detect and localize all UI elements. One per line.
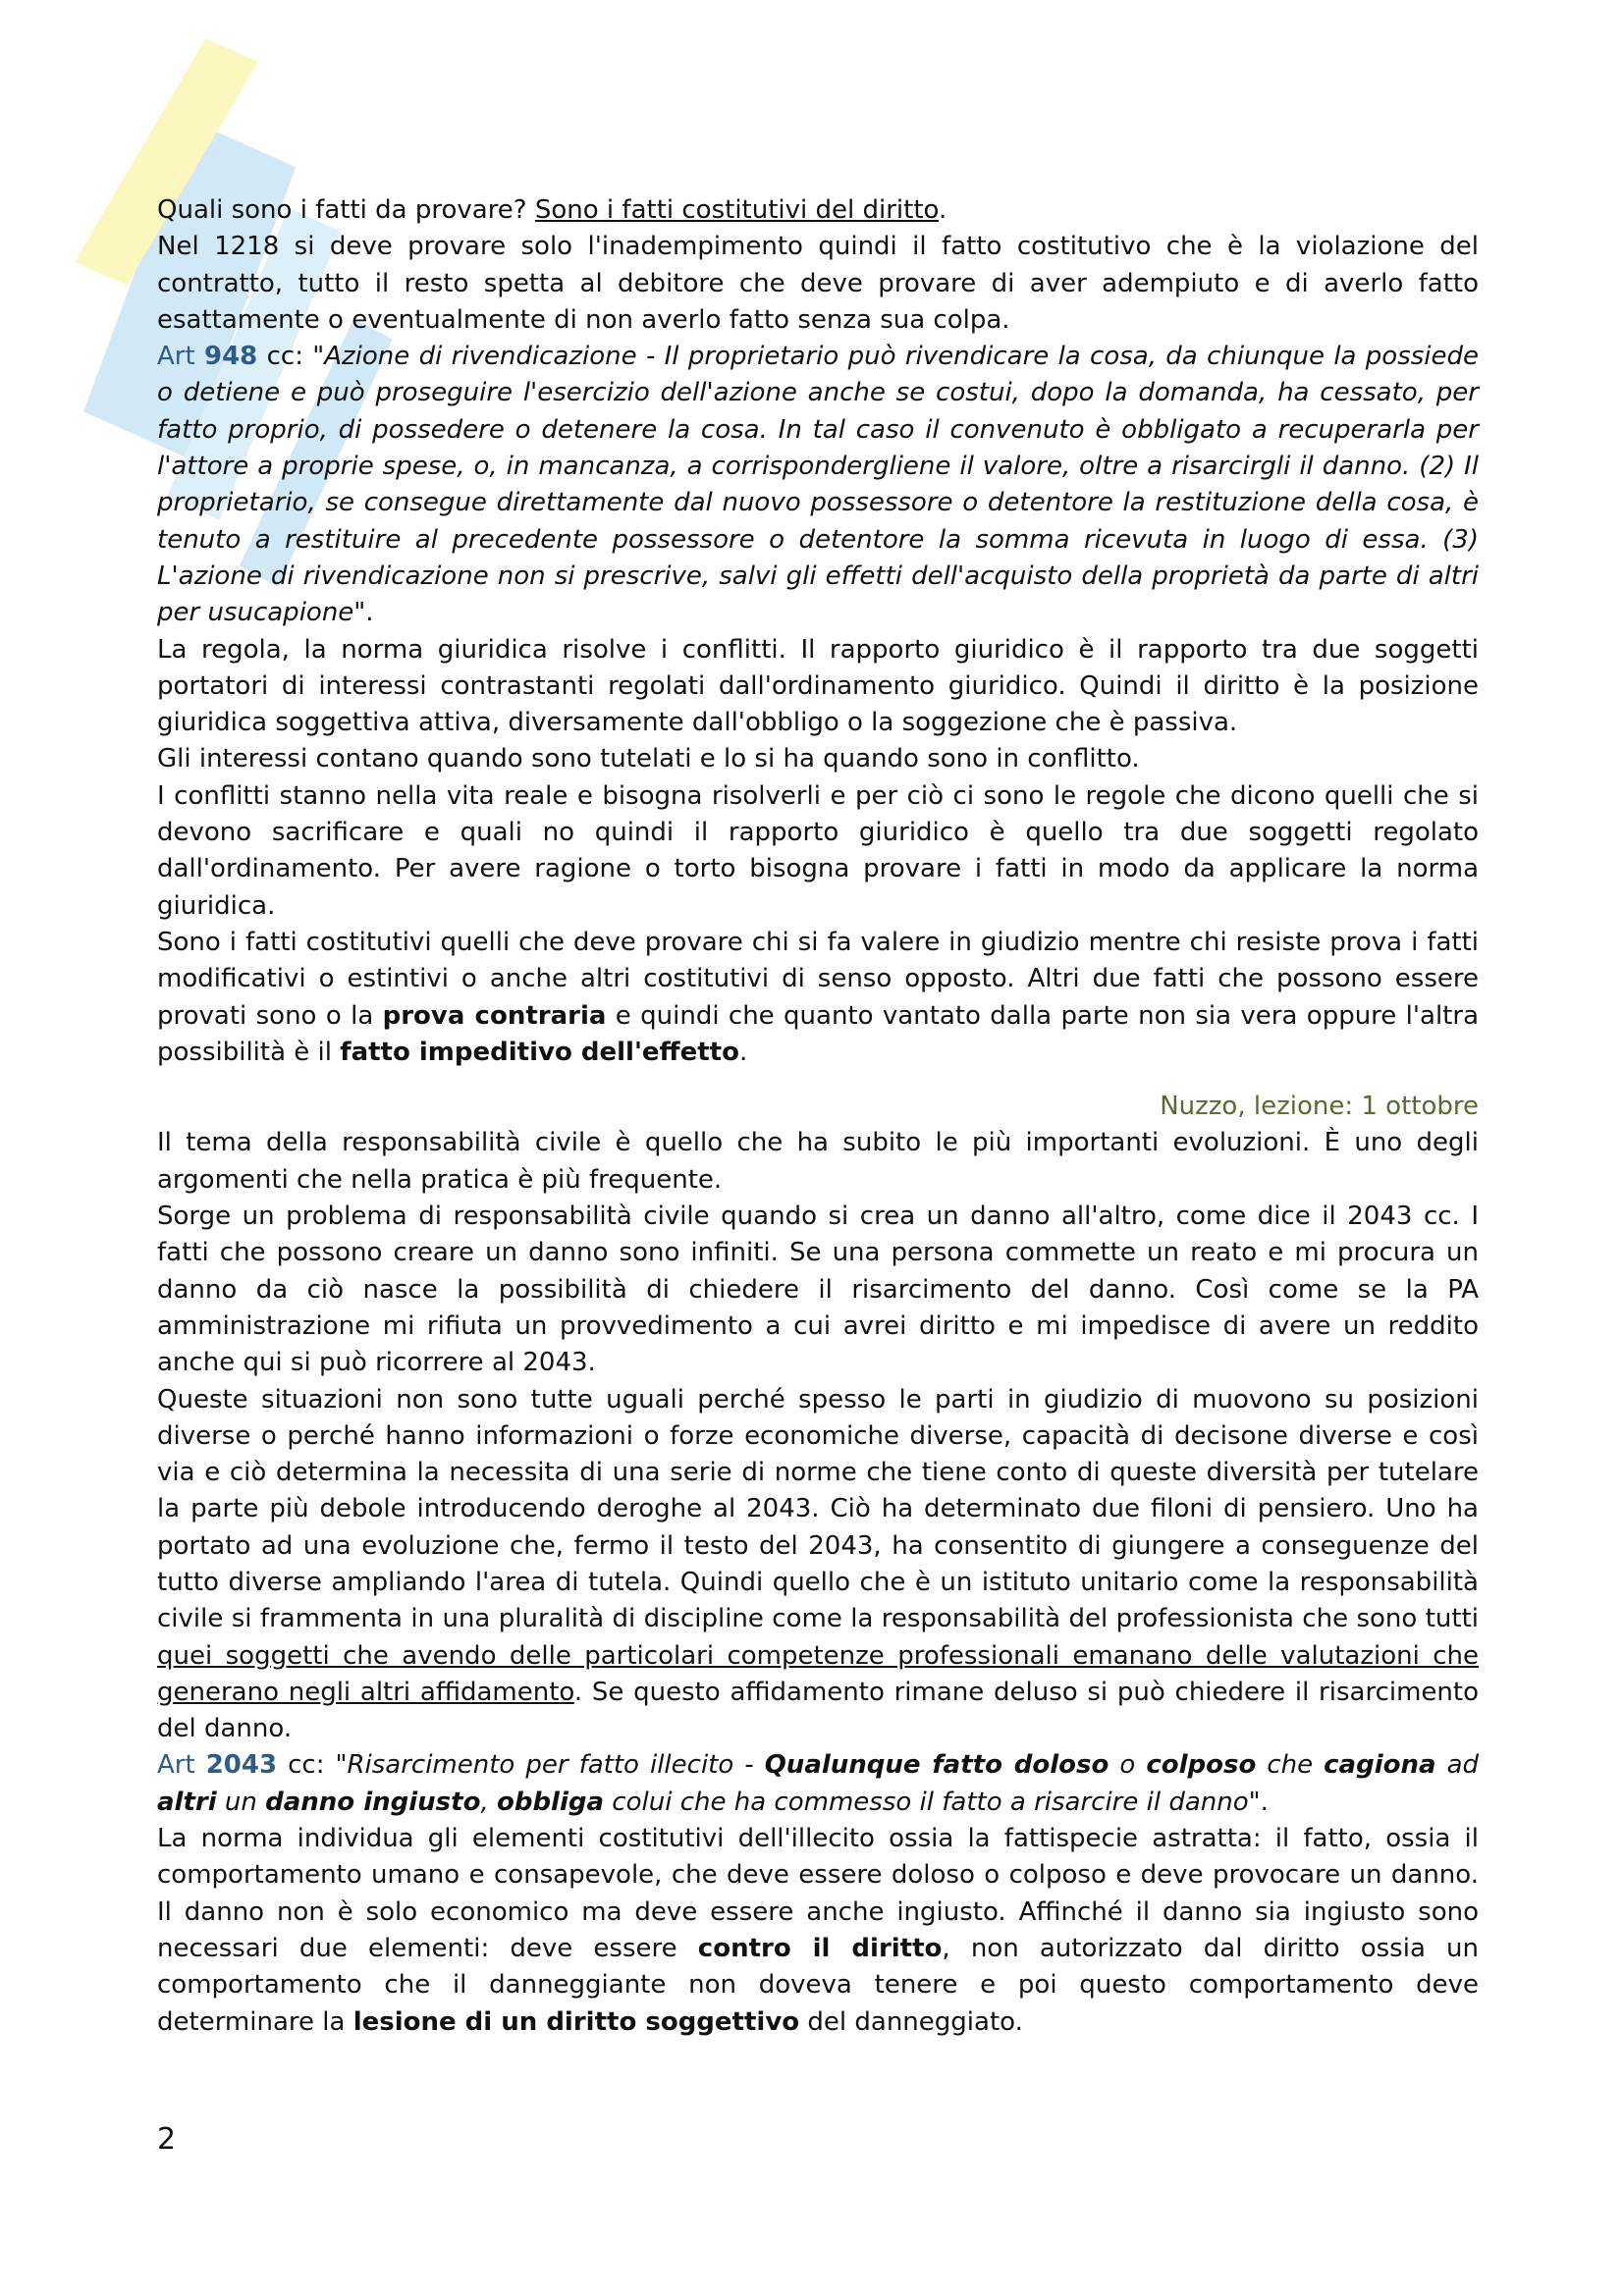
paragraph-conflitti: I conflitti stanno nella vita reale e bisogna risolverli e per ciò ci sono le regole che dicono quelli che si devono sacrificare e quali no quindi il rapporto giuridico è quello tra due soggetti regolato dall'ordinamento. Per avere ragione o torto bisogna provare i fatti in modo da applicare la norma giuridica. [157, 780, 1479, 921]
page-number: 2 [157, 2122, 177, 2157]
paragraph-question: Quali sono i fatti da provare? Sono i fatti costitutivi del diritto. [157, 195, 947, 225]
paragraph-situazioni: Queste situazioni non sono tutte uguali perché spesso le parti in giudizio di muovono su posizioni diverse o perché hanno informazioni o forze economiche diverse, capacità di decisone diverse e così via e ciò determina la necessita di una serie di norme che tiene conto di queste diversità per tutelare la parte più debole introducendo deroghe al 2043. Ciò ha determinato due filoni di pensiero. Uno ha portato ad una evoluzione che, fermo il testo del 2043, ha consentito di giungere a conseguenze del tutto diverse ampliando l'area di tutela. Quindi quello che è un istituto unitario come la responsabilità civile si frammenta in una pluralità di discipline come la responsabilità del professionista che sono tutti quei soggetti che avendo delle particolari competenze professionali emanano delle valutazioni che generano negli altri affidamento. Se questo affidamento rimane deluso si può chiedere il risarcimento del danno. [157, 1384, 1479, 1744]
paragraph-fatti: Sono i fatti costitutivi quelli che deve provare chi si fa valere in giudizio mentre chi resiste prova i fatti modificativi o estintivi o anche altri costitutivi di senso opposto. Altri due fatti che possono essere provati sono o la prova contraria e quindi che quanto vantato dalla parte non sia vera oppure l'altra possibilità è il fatto impeditivo dell'effetto. [157, 927, 1479, 1067]
article-ref: Art 2043 [157, 1750, 278, 1781]
paragraph-responsabilita: Sorge un problema di responsabilità civile quando si crea un danno all'altro, come dice il 2043 cc. I fatti che possono creare un danno sono infiniti. Se una persona commette un reato e mi procura un danno da ciò nasce la possibilità di chiedere il risarcimento del danno. Così come se la PA amministrazione mi rifiuta un provvedimento a cui avrei diritto e mi impedisce di avere un reddito anche qui si può ricorrere al 2043. [157, 1201, 1479, 1378]
article-2043: Art 2043 cc: "Risarcimento per fatto illecito - Qualunque fatto doloso o colposo che cagiona ad altri un danno ingiusto, obbliga colui che ha commesso il fatto a risarcire il danno". [157, 1750, 1480, 1817]
paragraph-regola: La regola, la norma giuridica risolve i conflitti. Il rapporto giuridico è il rapporto tra due soggetti portatori di interessi contrastanti regolati dall'ordinamento giuridico. Quindi il diritto è la posizione giuridica soggettiva attiva, diversamente dall'obbligo o la soggezione che è passiva. [157, 634, 1479, 738]
lecture-heading: Nuzzo, lezione: 1 ottobre [1160, 1092, 1479, 1122]
paragraph-interessi: Gli interessi contano quando sono tutelati e lo si ha quando sono in conflitto. [157, 744, 1140, 774]
paragraph-norma: La norma individua gli elementi costitutivi dell'illecito ossia la fattispecie astratta: il fatto, ossia il comportamento umano e consapevole, che deve essere doloso o colposo e deve provocare un danno. Il danno non è solo economico ma deve essere anche ingiusto. Affinché il danno sia ingiusto sono necessari due elementi: deve essere contro il diritto, non autorizzato dal diritto ossia un comportamento che il danneggiante non doveva tenere e poi questo comportamento deve determinare la lesione di un diritto soggettivo del danneggiato. [157, 1824, 1479, 2037]
article-ref: Art 948 [157, 342, 258, 372]
paragraph-1218: Nel 1218 si deve provare solo l'inadempimento quindi il fatto costitutivo che è la violazione del contratto, tutto il resto spetta al debitore che deve provare di aver adempiuto e di averlo fatto esattamente o eventualmente di non averlo fatto senza sua colpa. [157, 232, 1479, 335]
article-948: Art 948 cc: "Azione di rivendicazione - Il proprietario può rivendicare la cosa, da chiunque la possiede o detiene e può proseguire l'esercizio dell'azione anche se costui, dopo la domanda, ha cessato, per fatto proprio, di possedere o detenere la cosa. In tal caso il convenuto è obbligato a recuperarla per l'attore a proprie spese, o, in mancanza, a corrispondergliene il valore, oltre a risarcirgli il danno. (2) Il proprietario, se consegue direttamente dal nuovo possessore o detentore la restituzione della cosa, è tenuto a restituire al precedente possessore o detentore la somma ricevuta in luogo di essa. (3) L'azione di rivendicazione non si prescrive, salvi gli effetti dell'acquisto della proprietà da parte di altri per usucapione". [157, 342, 1480, 628]
paragraph-tema: Il tema della responsabilità civile è quello che ha subito le più importanti evoluzioni. È uno degli argomenti che nella pratica è più frequente. [157, 1128, 1479, 1195]
document-body [157, 192, 1479, 2041]
